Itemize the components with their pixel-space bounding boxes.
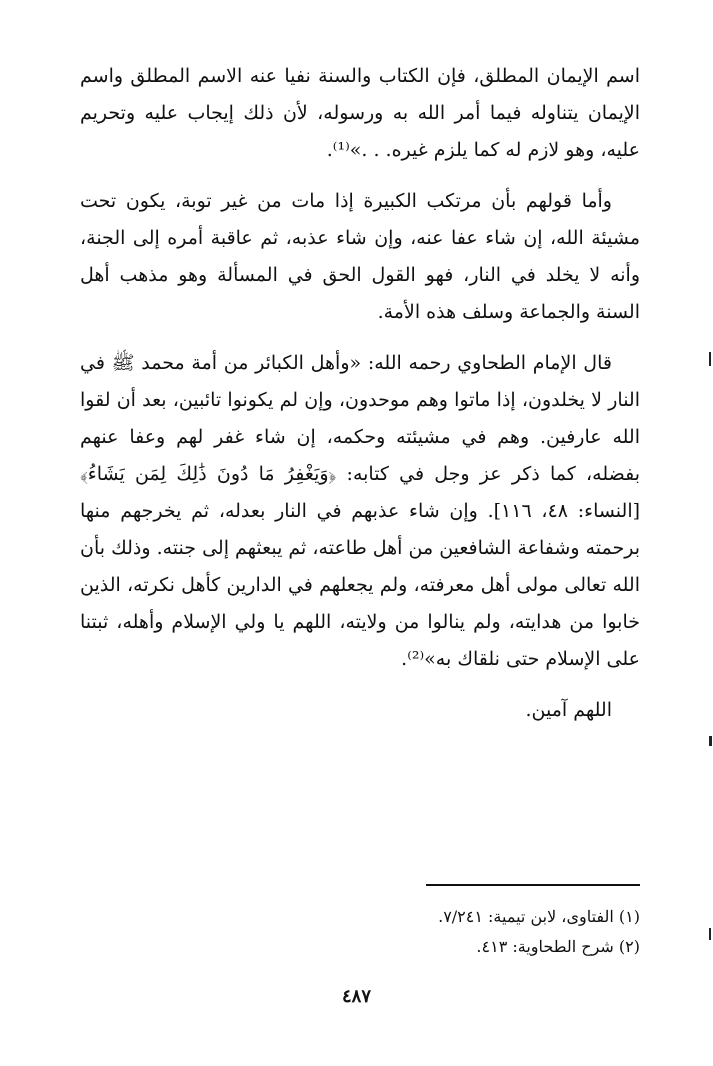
paragraph-1: اسم الإيمان المطلق، فإن الكتاب والسنة نفيا عنه الاسم المطلق واسم الإيمان يتناوله فيما أمر الله به ورسوله، لأن ذلك إيجاب عليه وتحريم عليه، وهو لازم له كما يلزم غيره. . .»⁽¹⁾. [80, 65, 640, 161]
scan-mark [709, 928, 711, 940]
page-number: ٤٨٧ [341, 986, 371, 1007]
scan-mark [709, 352, 711, 366]
paragraph-3: قال الإمام الطحاوي رحمه الله: «وأهل الكبائر من أمة محمد ﷺ في النار لا يخلدون، إذا ماتوا وهم موحدون، وإن لم يكونوا تائبين، بعد أن لقوا الله عارفين. وهم في مشيئته وحكمه، إن شاء غفر لهم وعفا عنهم بفضله، كما ذكر عز وجل في كتابه: ﴿وَيَغْفِرُ مَا دُونَ ذَٰلِكَ لِمَن يَشَاءُ﴾ [النساء: ٤٨، ١١٦]. وإن شاء عذبهم في النار بعدله، ثم يخرجهم منها برحمته وشفاعة الشافعين من أهل طاعته، ثم يبعثهم إلى جنته. وذلك بأن الله تعالى مولى أهل معرفته، ولم يجعلهم في الدارين كأهل نكرته، الذين خابوا من هدايته، ولم ينالوا من ولايته، اللهم يا ولي الإسلام وأهله، ثبتنا على الإسلام حتى نلقاك به»⁽²⁾. [80, 352, 641, 670]
footnote-divider [426, 884, 640, 886]
paragraph-4: اللهم آمين. [525, 699, 612, 721]
footnote-2: (٢) شرح الطحاوية: ٤١٣. [476, 937, 640, 956]
footnote-1: (١) الفتاوى، لابن تيمية: ٧/٢٤١. [438, 907, 640, 926]
footnotes [80, 902, 640, 962]
page-body [80, 58, 640, 743]
scan-mark [709, 736, 712, 746]
paragraph-2: وأما قولهم بأن مرتكب الكبيرة إذا مات من غير توبة، يكون تحت مشيئة الله، إن شاء عفا عنه، وإن شاء عذبه، ثم عاقبة أمره إلى الجنة، وأنه لا يخلد في النار، فهو القول الحق في المسألة وهو مذهب أهل السنة والجماعة وسلف هذه الأمة. [80, 190, 640, 323]
